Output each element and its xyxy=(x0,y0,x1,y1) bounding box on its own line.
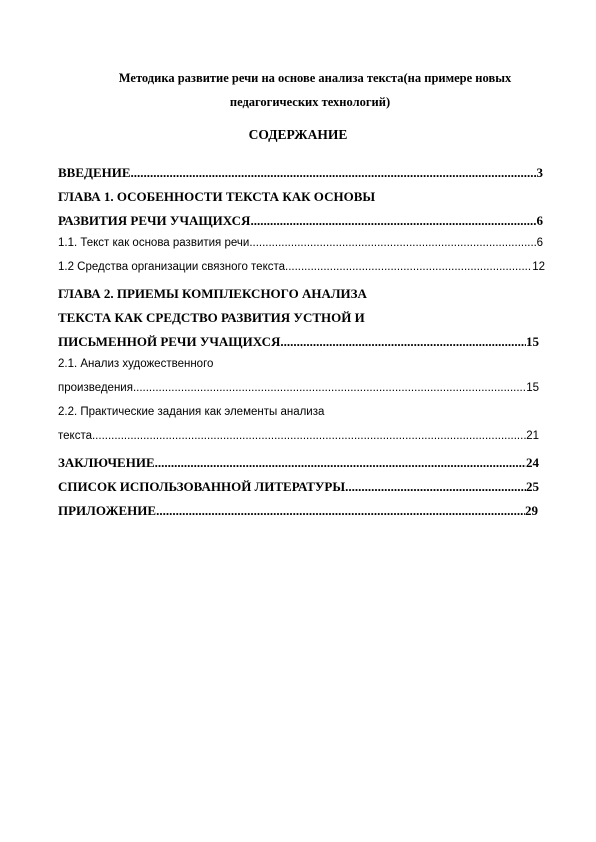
toc-leader-dots xyxy=(156,503,525,519)
document-title-line-2: педагогических технологий) xyxy=(229,95,391,109)
toc-entry-label: ГЛАВА 2. ПРИЕМЫ КОМПЛЕКСНОГО АНАЛИЗА xyxy=(58,286,367,301)
toc-entry-label: 2.1. Анализ художественного xyxy=(58,358,214,370)
toc-entry-page: 21 xyxy=(526,430,539,442)
toc-entry-label: СПИСОК ИСПОЛЬЗОВАННОЙ ЛИТЕРАТУРЫ xyxy=(58,479,346,494)
toc-leader-dots xyxy=(133,382,526,394)
toc-entry-section-1-1[interactable] xyxy=(58,237,543,257)
toc-leader-dots xyxy=(345,479,526,495)
toc-entry-appendix[interactable] xyxy=(58,503,538,523)
toc-entry-section-2-2[interactable] xyxy=(58,430,539,450)
toc-leader-dots xyxy=(155,455,526,471)
toc-entry-section-2-1-line-1[interactable] xyxy=(58,358,213,378)
toc-entry-page: 25 xyxy=(526,479,539,494)
toc-entry-section-2-2-line-1[interactable] xyxy=(58,406,324,426)
toc-entry-label: 1.1. Текст как основа развития речи xyxy=(58,237,250,249)
toc-entry-label: 1.2 Средства организации связного текста xyxy=(58,261,286,273)
toc-entry-label: ТЕКСТА КАК СРЕДСТВО РАЗВИТИЯ УСТНОЙ И xyxy=(58,310,365,325)
toc-entry-chapter-2[interactable] xyxy=(58,334,539,354)
toc-leader-dots xyxy=(131,165,537,181)
toc-entry-label: ГЛАВА 1. ОСОБЕННОСТИ ТЕКСТА КАК ОСНОВЫ xyxy=(58,189,376,204)
toc-entry-page: 15 xyxy=(526,382,539,394)
toc-entry-label: ЗАКЛЮЧЕНИЕ xyxy=(58,455,155,470)
toc-entry-label: произведения xyxy=(58,382,133,394)
toc-entry-page: 15 xyxy=(526,334,539,349)
toc-entry-bibliography[interactable] xyxy=(58,479,539,499)
toc-entry-label: ПРИЛОЖЕНИЕ xyxy=(58,503,157,518)
toc-leader-dots xyxy=(285,261,532,273)
toc-entry-label: ВВЕДЕНИЕ xyxy=(58,165,131,180)
contents-heading: СОДЕРЖАНИЕ xyxy=(248,127,348,142)
toc-entry-label: ПИСЬМЕННОЙ РЕЧИ УЧАЩИХСЯ xyxy=(58,334,281,349)
toc-entry-chapter-1[interactable] xyxy=(58,213,543,233)
toc-entry-page: 29 xyxy=(525,503,538,518)
toc-entry-label: РАЗВИТИЯ РЕЧИ УЧАЩИХСЯ xyxy=(58,213,251,228)
toc-entry-chapter-1-line-1[interactable] xyxy=(58,189,375,209)
document-title-line-1: Методика развитие речи на основе анализа текста(на примере новых xyxy=(118,71,512,85)
toc-entry-page: 6 xyxy=(536,237,543,249)
toc-entry-page: 24 xyxy=(526,455,539,470)
toc-entry-chapter-2-line-2[interactable] xyxy=(58,310,365,330)
toc-entry-conclusion[interactable] xyxy=(58,455,539,475)
toc-entry-chapter-2-line-1[interactable] xyxy=(58,286,367,306)
toc-leader-dots xyxy=(249,237,536,249)
toc-entry-section-1-2[interactable] xyxy=(58,261,545,281)
toc-entry-page: 6 xyxy=(536,213,543,228)
toc-entry-introduction[interactable] xyxy=(58,165,543,185)
toc-entry-label: 2.2. Практические задания как элементы анализа xyxy=(58,406,325,418)
toc-entry-page: 12 xyxy=(532,261,545,273)
toc-entry-label: текста xyxy=(58,430,92,442)
toc-entry-section-2-1[interactable] xyxy=(58,382,539,402)
toc-leader-dots xyxy=(250,213,536,229)
toc-leader-dots xyxy=(280,334,526,350)
toc-leader-dots xyxy=(92,430,526,442)
toc-entry-page: 3 xyxy=(536,165,543,180)
